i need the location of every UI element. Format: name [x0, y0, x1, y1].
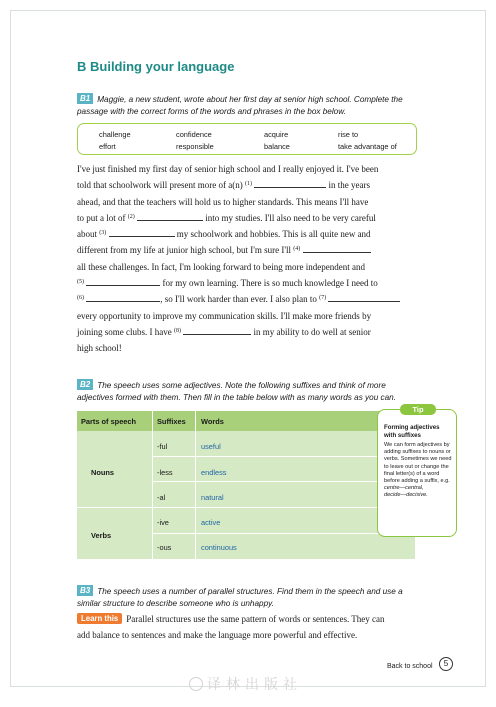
tip-box [377, 405, 457, 537]
answer-blank-8[interactable] [183, 325, 251, 335]
passage-line: I've just finished my first day of senior high school and I really enjoyed it. I've been [77, 164, 379, 174]
answer-blank-4[interactable] [303, 243, 371, 253]
passage-line: $^{(6)}$ , so I'll work harder than ever. I also plan to $^{(7)}$ [77, 291, 419, 307]
publisher-logo-icon [189, 677, 203, 691]
word-box-item: responsible [176, 142, 214, 151]
suffix-table [77, 411, 415, 559]
blank-number: (1) [244, 181, 252, 188]
passage-line: every opportunity to improve my communication skills. I'll make more friends by [77, 310, 372, 321]
b1-instruction: Maggie, a new student, wrote about her first day at senior high school. Complete the passage with the correct forms of the words and phrases in the box below. [77, 95, 403, 116]
b1-instruction-block [77, 93, 417, 118]
section-title: B Building your language [77, 59, 235, 74]
answer-blank-5[interactable] [86, 276, 160, 286]
learn-this-badge: Learn this [77, 613, 122, 624]
b2-instruction: The speech uses some adjectives. Note the following suffixes and think of more adjectives formed with them. Then fill in the table below with as many words as you can. [77, 381, 397, 402]
passage-line: all these challenges. In fact, I'm looking forward to being more independent and [77, 261, 366, 272]
row-divider [153, 533, 415, 534]
answer-blank-2[interactable] [137, 211, 203, 221]
word-cell[interactable]: useful [201, 442, 221, 451]
b2-instruction-block [77, 379, 417, 404]
word-box-item: effort [99, 142, 116, 151]
b3-badge: B3 [77, 585, 93, 596]
learn-this-text: add balance to sentences and make the language more powerful and effective. [77, 630, 358, 641]
table-header [77, 411, 415, 431]
suffix-cell: -al [157, 493, 166, 502]
row-divider [153, 456, 415, 457]
b3-instruction-block [77, 585, 417, 610]
word-cell[interactable]: natural [201, 493, 224, 502]
word-box-item: acquire [264, 130, 289, 139]
page-number: 5 [439, 657, 453, 671]
tip-example: decide—decisive. [384, 492, 428, 499]
learn-this-block [77, 611, 427, 644]
word-cell[interactable]: continuous [201, 543, 237, 552]
blank-number: (7) [319, 295, 327, 302]
row-divider [153, 481, 415, 482]
answer-blank-3[interactable] [109, 227, 175, 237]
tip-body: We can form adjectives by adding suffixes to nouns or verbs. Sometimes we need to leave out or change the final letter(s) of a word before adding a suffix, e.g. [384, 442, 452, 485]
answer-blank-6[interactable] [86, 292, 160, 302]
column-divider [195, 411, 196, 559]
word-box-item: confidence [176, 130, 212, 139]
footer-unit-title: Back to school [387, 663, 433, 670]
tip-example: centre—central, [384, 485, 424, 492]
suffix-cell: -ous [157, 543, 172, 552]
word-box-item: balance [264, 142, 290, 151]
blank-number: (8) [173, 327, 181, 334]
header-parts-of-speech: Parts of speech [81, 417, 137, 426]
passage-line: high school! [77, 343, 122, 354]
answer-blank-7[interactable] [328, 292, 400, 302]
answer-blank-1[interactable] [254, 178, 326, 188]
suffix-cell: -ful [157, 442, 168, 451]
word-cell[interactable]: endless [201, 468, 227, 477]
word-box [77, 123, 417, 155]
b2-badge: B2 [77, 379, 93, 390]
passage-line: $^{(5)}$ for my own learning. There is so much knowledge I need to [77, 278, 378, 289]
passage-line: told that schoolwork will present more of a(n) $^{(1)}$ in the years [77, 180, 370, 191]
suffix-cell: -less [157, 468, 173, 477]
blank-number: (5) [77, 279, 84, 286]
blank-number: (2) [127, 213, 135, 220]
column-divider [152, 411, 153, 559]
passage-line: to put a lot of $^{(2)}$ into my studies. I'll also need to be very careful [77, 212, 376, 223]
word-box-item: challenge [99, 130, 131, 139]
passage-line: different from my life at junior high school, but I'm sure I'll $^{(4)}$ [77, 242, 419, 258]
word-box-item: take advantage of [338, 142, 397, 151]
tip-heading: Forming adjectives with suffixes [384, 424, 440, 439]
blank-number: (3) [99, 230, 107, 237]
textbook-page [10, 10, 486, 693]
tip-tab: Tip [400, 404, 436, 415]
passage-line: joining some clubs. I have $^{(8)}$ in my ability to do well at senior [77, 326, 371, 337]
header-words: Words [201, 417, 224, 426]
b3-instruction: The speech uses a number of parallel structures. Find them in the speech and use a similar structure to describe someone who is unhappy. [77, 587, 403, 608]
b1-badge: B1 [77, 93, 93, 104]
word-cell[interactable]: active [201, 518, 221, 527]
passage-line: about $^{(3)}$ my schoolwork and hobbies. This is all quite new and [77, 229, 371, 240]
publisher-watermark: 译林出版社 [189, 674, 302, 694]
blank-number: (4) [293, 246, 301, 253]
group-verbs: Verbs [91, 531, 112, 540]
header-suffixes: Suffixes [157, 417, 186, 426]
suffix-cell: -ive [157, 518, 169, 527]
passage [77, 161, 419, 357]
learn-this-text: Parallel structures use the same pattern of words or sentences. They can [126, 614, 385, 624]
word-box-item: rise to [338, 130, 359, 139]
group-nouns: Nouns [91, 468, 114, 477]
row-divider [77, 507, 415, 508]
blank-number: (6) [77, 295, 84, 302]
passage-line: ahead, and that the teachers will hold us to higher standards. This means I'll have [77, 196, 369, 207]
